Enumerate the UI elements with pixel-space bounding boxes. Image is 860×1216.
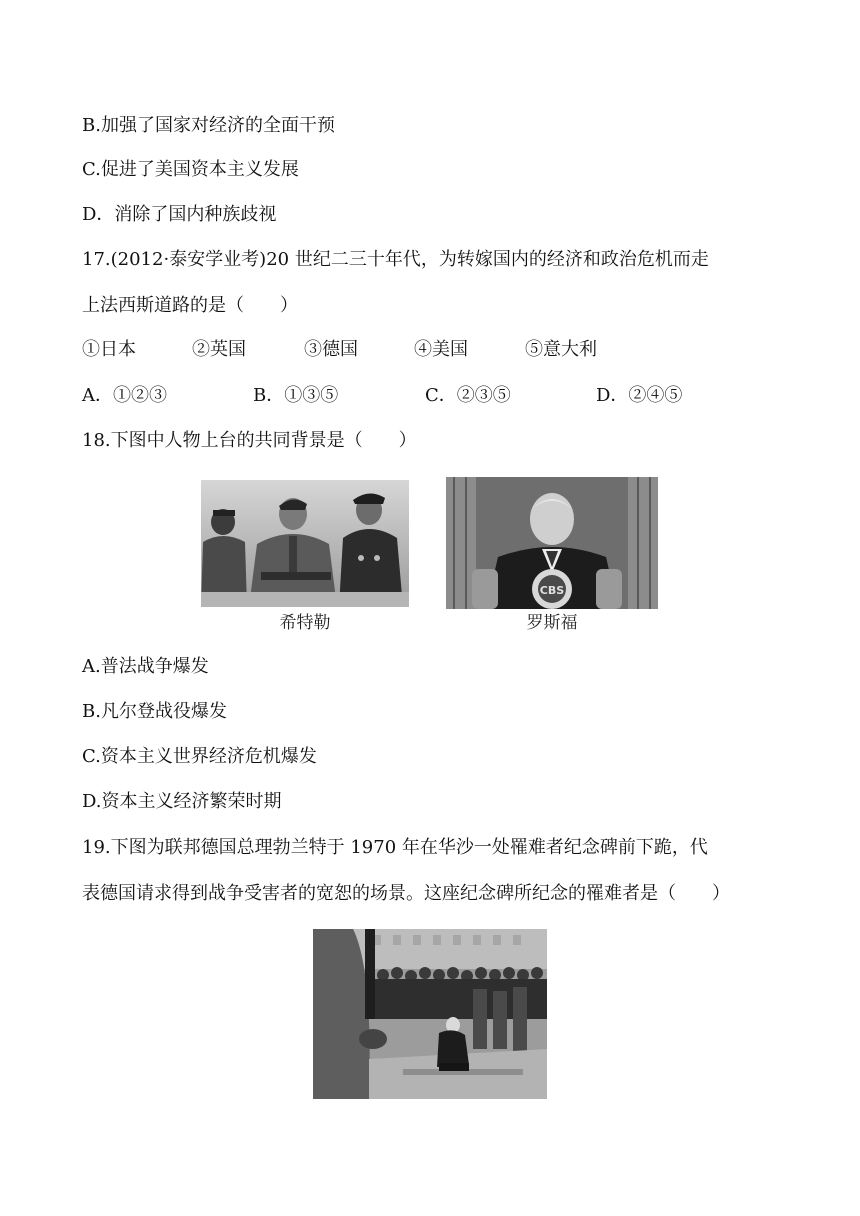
- q18-option-d: D.资本主义经济繁荣时期: [82, 791, 282, 812]
- hitler-caption: 希特勒: [279, 613, 331, 633]
- q17-items-row: [82, 338, 782, 362]
- q17-item-3: ③德国: [304, 339, 358, 360]
- brandt-kneeling-drawing: [313, 929, 547, 1099]
- q17-item-5: ⑤意大利: [525, 339, 597, 360]
- q18-option-a: A.普法战争爆发: [82, 656, 209, 677]
- q17-option-d: D．②④⑤: [596, 385, 683, 406]
- q17-stem-line1: 17.(2012·泰安学业考)20 世纪二三十年代，为转嫁国内的经济和政治危机而走: [82, 249, 709, 270]
- q17-item-1: ①日本: [82, 339, 136, 360]
- q18-stem: 18.下图中人物上台的共同背景是（ ）: [82, 430, 417, 451]
- q16-option-c: C.促进了美国资本主义发展: [82, 159, 299, 180]
- roosevelt-caption: 罗斯福: [526, 613, 578, 633]
- q17-option-a: A．①②③: [82, 385, 167, 406]
- q17-options-row: [82, 384, 782, 408]
- q18-option-c: C.资本主义世界经济危机爆发: [82, 746, 317, 767]
- q18-option-b: B.凡尔登战役爆发: [82, 701, 227, 722]
- q16-option-d: D．消除了国内种族歧视: [82, 204, 277, 225]
- roosevelt-photo: [446, 477, 658, 609]
- q17-item-2: ②英国: [192, 339, 246, 360]
- brandt-kneeling-photo: [313, 929, 547, 1099]
- hitler-photo-drawing: [201, 480, 409, 607]
- q17-option-b: B．①③⑤: [253, 385, 339, 406]
- q19-stem-line1: 19.下图为联邦德国总理勃兰特于 1970 年在华沙一处罹难者纪念碑前下跪，代: [82, 837, 708, 858]
- q17-item-4: ④美国: [414, 339, 468, 360]
- q16-option-b: B.加强了国家对经济的全面干预: [82, 115, 335, 136]
- q19-stem-line2: 表德国请求得到战争受害者的宽恕的场景。这座纪念碑所纪念的罹难者是（ ）: [82, 883, 730, 904]
- q17-stem-line2: 上法西斯道路的是（ ）: [82, 295, 298, 316]
- svg-text:CBS: CBS: [539, 584, 565, 597]
- hitler-photo: [201, 480, 409, 607]
- q17-option-c: C．②③⑤: [425, 385, 511, 406]
- roosevelt-photo-drawing: [446, 477, 658, 609]
